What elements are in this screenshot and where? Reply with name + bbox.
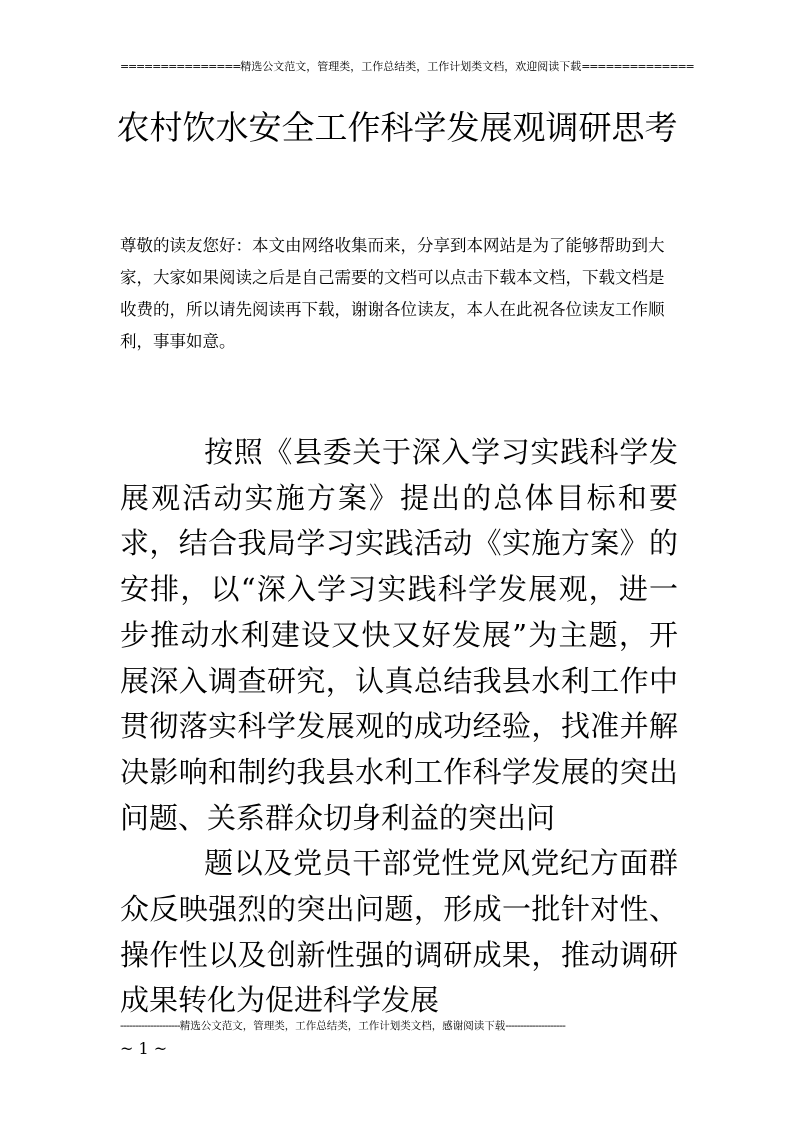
- document-body: [120, 430, 678, 1024]
- header-rule-left: ===============: [120, 60, 241, 73]
- body-paragraph: 按照《县委关于深入学习实践科学发展观活动实施方案》提出的总体目标和要求，结合我局学习实践活动《实施方案》的安排，以“深入学习实践科学发展观，进一步推动水利建设又快又好发展”为主题，开展深入调查研究，认真总结我县水利工作中贯彻落实科学发展观的成功经验，找准并解决影响和制约我县水利工作科学发展的突出问题、关系群众切身利益的突出问: [120, 435, 678, 835]
- body-paragraph: 题以及党员干部党性党风党纪方面群众反映强烈的突出问题，形成一批针对性、操作性以及创新性强的调研成果，推动调研成果转化为促进科学发展: [120, 846, 678, 1018]
- page-footer: [120, 1018, 660, 1034]
- header-text: 精选公文范文，管理类，工作总结类，工作计划类文档，欢迎阅读下载: [240, 60, 582, 73]
- header-rule-right: ==============: [581, 60, 694, 73]
- page-number: ~ 1 ~: [120, 1039, 168, 1058]
- footer-text: 精选公文范文，管理类，工作总结类，工作计划类文档，感谢阅读下载: [179, 1020, 506, 1032]
- document-title: 农村饮水安全工作科学发展观调研思考: [116, 108, 678, 147]
- footer-dash-left: --------------------: [120, 1020, 180, 1032]
- page-header: [120, 59, 694, 75]
- footer-dash-right: --------------------: [505, 1020, 566, 1032]
- reader-notice: 尊敬的读友您好：本文由网络收集而来，分享到本网站是为了能够帮助到大家，大家如果阅读之后是自己需要的文档可以点击下载本文档，下载文档是收费的，所以请先阅读再下载，谢谢各位读友，本人在此祝各位读友工作顺利，事事如意。: [120, 236, 665, 351]
